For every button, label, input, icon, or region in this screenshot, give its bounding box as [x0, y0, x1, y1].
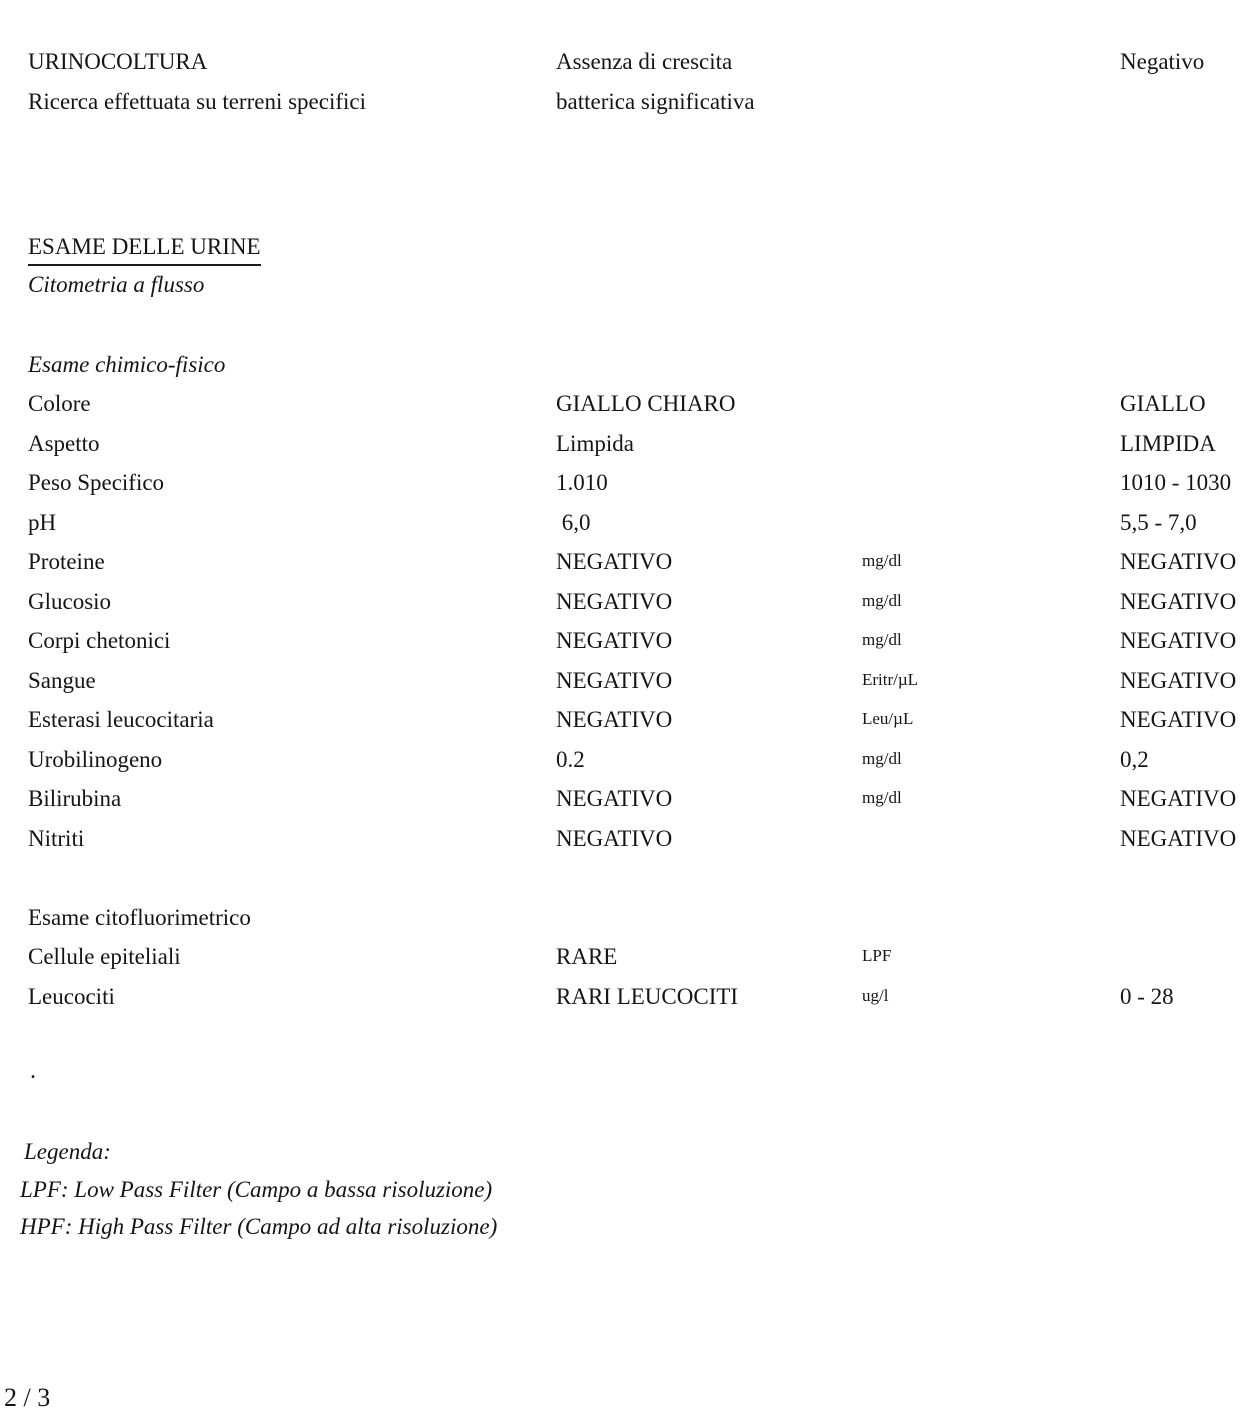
- parameter-unit: ug/l: [862, 985, 889, 1005]
- parameter-reference: NEGATIVO: [1120, 786, 1237, 812]
- legend-hpf-row: [0, 1211, 1242, 1251]
- parameter-reference: NEGATIVO: [1120, 826, 1237, 852]
- urine-exam-method: Citometria a flusso: [28, 272, 205, 297]
- parameter-reference: NEGATIVO: [1120, 549, 1237, 575]
- uroculture-test-description: Ricerca effettuata su terreni specifici: [28, 89, 367, 114]
- parameter-name: Peso Specifico: [28, 470, 165, 496]
- parameter-reference: 5,5 - 7,0: [1120, 509, 1197, 535]
- chem-section-heading-row: [0, 349, 1242, 389]
- parameter-result: NEGATIVO: [556, 786, 673, 812]
- legend-title-row: [0, 1136, 1242, 1176]
- result-row: [0, 625, 1242, 665]
- parameter-reference: GIALLO: [1120, 391, 1206, 416]
- parameter-result: GIALLO CHIARO: [556, 391, 736, 416]
- parameter-name: Esterasi leucocitaria: [28, 707, 214, 733]
- parameter-reference: NEGATIVO: [1120, 588, 1237, 614]
- legend-lpf-row: [0, 1174, 1242, 1214]
- parameter-name: Nitriti: [28, 826, 85, 852]
- parameter-result: Limpida: [556, 430, 634, 456]
- parameter-result: NEGATIVO: [556, 628, 673, 654]
- result-row: [0, 823, 1242, 863]
- parameter-reference: NEGATIVO: [1120, 667, 1237, 693]
- parameter-result: NEGATIVO: [556, 826, 673, 852]
- parameter-reference: NEGATIVO: [1120, 707, 1237, 733]
- parameter-result: RARI LEUCOCITI: [556, 983, 739, 1009]
- uroculture-test-name: URINOCOLTURA: [28, 49, 208, 74]
- result-row: [0, 507, 1242, 547]
- parameter-name: Aspetto: [28, 430, 100, 456]
- parameter-name: Bilirubina: [28, 786, 122, 812]
- parameter-unit: LPF: [862, 946, 892, 965]
- parameter-reference: 0,2: [1120, 746, 1149, 772]
- parameter-reference: 1010 - 1030: [1120, 470, 1232, 496]
- result-row: [0, 546, 1242, 586]
- uroculture-reference: Negativo: [1120, 49, 1205, 74]
- parameter-unit: mg/dl: [862, 551, 902, 571]
- parameter-name: Proteine: [28, 549, 105, 575]
- urine-exam-method-row: [0, 269, 1242, 309]
- parameter-name: pH: [28, 509, 57, 535]
- parameter-reference: 0 - 28: [1120, 983, 1174, 1009]
- parameter-name: Urobilinogeno: [28, 746, 163, 772]
- uroculture-result-line2: batterica significativa: [556, 89, 755, 114]
- parameter-name: Cellule epiteliali: [28, 944, 181, 969]
- parameter-result: NEGATIVO: [556, 588, 673, 614]
- result-row: [0, 981, 1242, 1021]
- parameter-result: RARE: [556, 944, 618, 969]
- result-row: [0, 744, 1242, 784]
- parameter-unit: mg/dl: [862, 630, 902, 650]
- legend-hpf-line: HPF: High Pass Filter (Campo ad alta risoluzione): [20, 1214, 498, 1239]
- cyto-section-title: Esame citofluorimetrico: [28, 905, 251, 930]
- parameter-unit: Leu/µL: [862, 709, 914, 729]
- parameter-reference: LIMPIDA: [1120, 430, 1216, 456]
- chem-results-table: [0, 388, 1242, 863]
- parameter-unit: mg/dl: [862, 788, 902, 808]
- parameter-result: 1.010: [556, 470, 608, 496]
- page-number: 2 / 3: [4, 1383, 51, 1412]
- result-row: [0, 428, 1242, 468]
- uroculture-description-row: [0, 86, 1242, 126]
- uroculture-result-line1: Assenza di crescita: [556, 49, 733, 74]
- parameter-name: Colore: [28, 391, 91, 416]
- parameter-reference: NEGATIVO: [1120, 628, 1237, 654]
- parameter-result: NEGATIVO: [556, 667, 673, 693]
- parameter-result: 6,0: [556, 509, 591, 535]
- result-row: [0, 665, 1242, 705]
- result-row: [0, 783, 1242, 823]
- parameter-unit: mg/dl: [862, 590, 902, 610]
- legend-lpf-line: LPF: Low Pass Filter (Campo a bassa risoluzione): [20, 1177, 493, 1202]
- uroculture-header-row: [0, 46, 1242, 86]
- parameter-name: Corpi chetonici: [28, 628, 171, 654]
- parameter-result: NEGATIVO: [556, 549, 673, 575]
- parameter-result: NEGATIVO: [556, 707, 673, 733]
- parameter-name: Sangue: [28, 667, 96, 693]
- cyto-results-table: [0, 941, 1242, 1020]
- chem-section-title: Esame chimico-fisico: [28, 352, 226, 377]
- urine-exam-heading-row: [0, 231, 1242, 271]
- result-row: [0, 941, 1242, 981]
- parameter-unit: Eritr/µL: [862, 669, 919, 689]
- legend-title: Legenda:: [24, 1139, 111, 1164]
- parameter-name: Leucociti: [28, 983, 115, 1009]
- result-row: [0, 704, 1242, 744]
- stray-dot: .: [30, 1058, 36, 1084]
- result-row: [0, 388, 1242, 428]
- result-row: [0, 467, 1242, 507]
- parameter-unit: mg/dl: [862, 748, 902, 768]
- result-row: [0, 586, 1242, 626]
- parameter-name: Glucosio: [28, 588, 112, 614]
- urine-exam-title: ESAME DELLE URINE: [28, 231, 261, 266]
- parameter-result: 0.2: [556, 746, 585, 772]
- cyto-section-heading-row: [0, 902, 1242, 942]
